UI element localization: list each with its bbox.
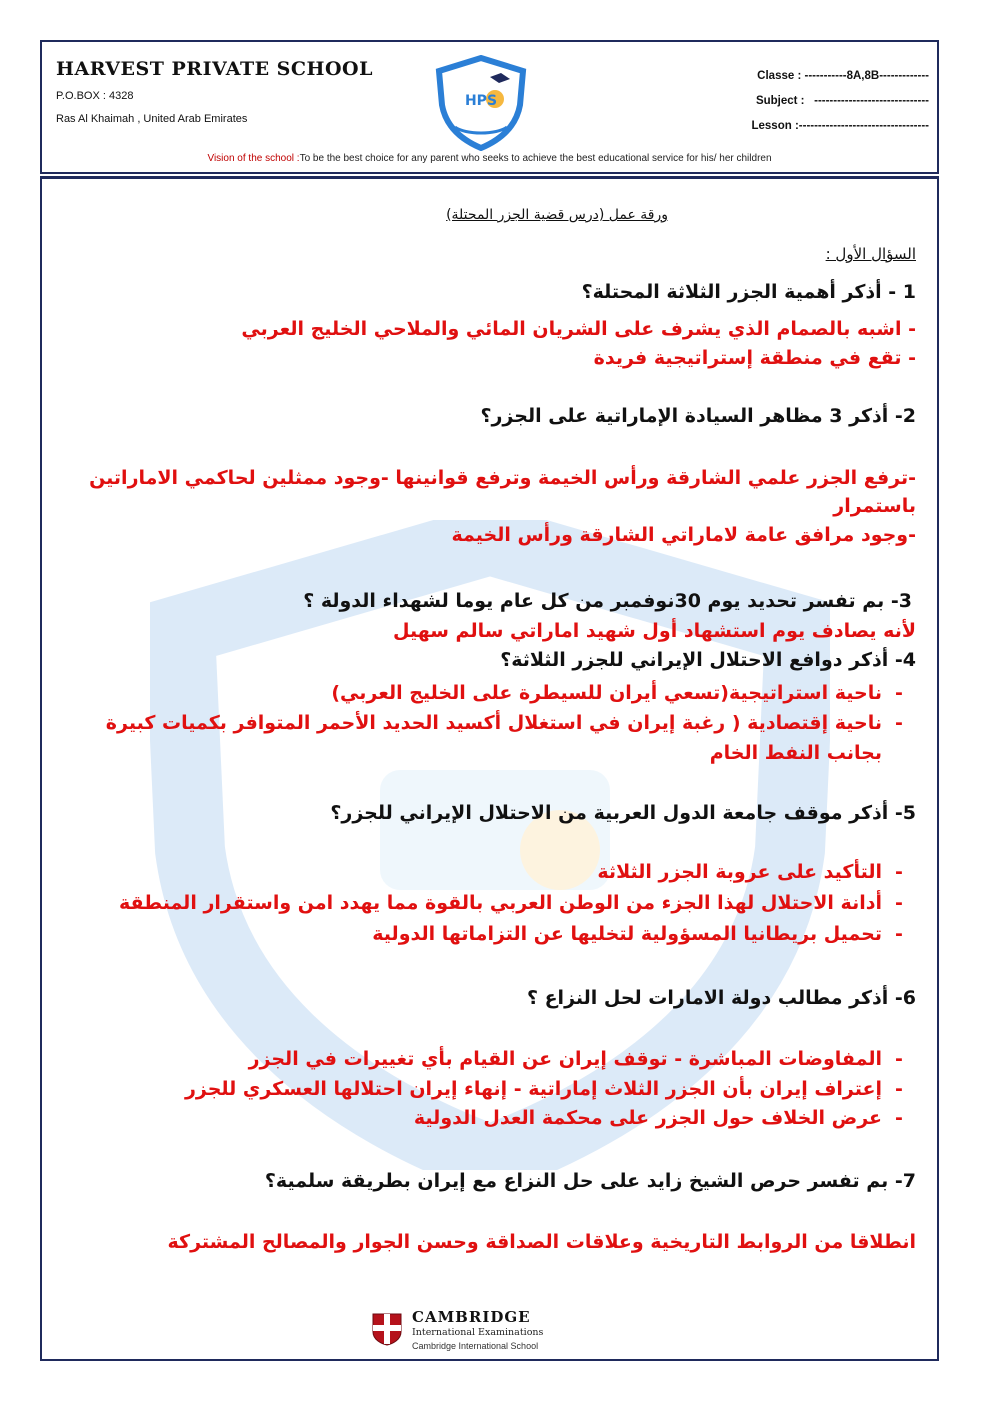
bullet-marker: - [895, 682, 903, 704]
cambridge-school: Cambridge International School [412, 1341, 539, 1351]
cambridge-logo [370, 1308, 610, 1354]
header-divider [40, 172, 939, 179]
school-pobox: P.O.BOX : 4328 [56, 90, 134, 102]
question-2: 2- أذكر 3 مظاهر السيادة الإماراتية على الجزر؟ [480, 405, 916, 427]
classe-value: -----------8A,8B------------- [804, 70, 929, 82]
answer-1-2: - تقع في منطقة إستراتيجية فريدة [593, 347, 916, 369]
answer-2-2: -وجود مرافق عامة لاماراتي الشارقة ورأس الخيمة [451, 524, 916, 546]
cambridge-name: CAMBRIDGE [412, 1308, 531, 1326]
answer-5-2-text: أدانة الاحتلال لهذا الجزء من الوطن العربي بالقوة مما يهدد امن واستقرار المنطقة [118, 892, 882, 914]
cambridge-crest-icon [370, 1312, 404, 1346]
lesson-label: Lesson : [751, 120, 799, 132]
question-5: 5- أذكر موقف جامعة الدول العربية من الاحتلال الإيراني للجزر؟ [330, 802, 916, 824]
answer-2-1: -ترفع الجزر علمي الشارقة ورأس الخيمة وترفع قوانينها -وجود ممثلين لحاكمي الاماراتين [89, 467, 916, 489]
answer-4-2-text: ناحية إقتصادية ( رغبة إيران في استغلال أكسيد الحديد الأحمر المتوافر بكميات كبيرة [105, 712, 882, 734]
question-6: 6- أذكر مطالب دولة الامارات لحل النزاع ؟ [526, 987, 916, 1009]
answer-4-1-text: ناحية استراتيجية(تسعي أيران للسيطرة على الخليج العربي) [331, 682, 882, 704]
bullet-marker: - [895, 923, 903, 945]
answer-6-3-text: عرض الخلاف حول الجزر على محكمة العدل الدولية [413, 1107, 882, 1129]
lesson-row [689, 120, 929, 145]
answer-7-1: انطلاقا من الروابط التاريخية وعلاقات الصداقة وحسن الجوار والمصالح المشتركة [167, 1231, 916, 1253]
answer-4-2-cont: بجانب النفط الخام [709, 742, 882, 764]
bullet-marker: - [895, 1107, 903, 1129]
subject-label: Subject : [755, 95, 805, 107]
answer-6-2 [185, 1078, 916, 1100]
question-3: 3- بم تفسر تحديد يوم 30نوفمبر من كل عام يوما لشهداء الدولة ؟ [303, 590, 912, 612]
cambridge-subtitle: International Examinations [412, 1327, 544, 1338]
answer-2-1-cont: باستمرار [833, 495, 916, 517]
vision-text: To be the best choice for any parent who seeks to achieve the best educational service for his/ her children [299, 153, 772, 164]
classe-label: Classe : [757, 70, 802, 82]
answer-3-1: لأنه يصادف يوم استشهاد أول شهيد اماراتي سالم سهيل [392, 620, 916, 642]
bullet-marker: - [895, 892, 903, 914]
answer-5-2 [119, 892, 916, 914]
watermark-shield-logo [150, 520, 830, 1170]
bullet-marker: - [895, 712, 903, 734]
logo-text: HPS [464, 93, 498, 109]
vision-statement [40, 153, 939, 164]
school-name: HARVEST PRIVATE SCHOOL [56, 58, 373, 80]
subject-row [689, 95, 929, 120]
answer-5-3-text: تحميل بريطانيا المسؤولية لتخليها عن التزاماتها الدولية [372, 923, 882, 945]
answer-5-3 [372, 923, 916, 945]
answer-5-1-text: التأكيد على عروبة الجزر الثلاثة [597, 861, 882, 883]
answer-1-1: - اشبه بالصمام الذي يشرف على الشريان المائي والملاحي الخليج العربي [241, 318, 916, 340]
question-7: 7- بم تفسر حرص الشيخ زايد على حل النزاع مع إيران بطريقة سلمية؟ [264, 1170, 916, 1192]
worksheet-title: ورقة عمل (درس قضية الجزر المحتلة) [446, 207, 668, 223]
bullet-marker: - [895, 861, 903, 883]
class-info [689, 70, 929, 145]
answer-5-1 [597, 861, 916, 883]
bullet-marker: - [895, 1078, 903, 1100]
answer-6-3 [414, 1107, 916, 1129]
school-address: Ras Al Khaimah , United Arab Emirates [56, 113, 248, 125]
lesson-value: ---------------------------------- [798, 120, 929, 132]
classe-row [689, 70, 929, 95]
school-logo-shield-icon [435, 55, 527, 151]
question-4: 4- أذكر دوافع الاحتلال الإيراني للجزر الثلاثة؟ [500, 649, 916, 671]
bullet-marker: - [895, 1048, 903, 1070]
school-header [40, 40, 939, 178]
answer-4-1 [331, 682, 916, 704]
answer-6-1 [249, 1048, 916, 1070]
section-heading: السؤال الأول : [825, 245, 916, 263]
question-1: 1 - أذكر أهمية الجزر الثلاثة المحتلة؟ [581, 281, 916, 303]
subject-value: ------------------------------ [814, 95, 929, 107]
vision-label: Vision of the school : [207, 153, 300, 164]
answer-4-2 [106, 712, 916, 734]
answer-6-2-text: إعتراف إيران بأن الجزر الثلاث إماراتية - إنهاء إيران احتلالها العسكري للجزر [184, 1078, 882, 1100]
answer-6-1-text: المفاوضات المباشرة - توقف إيران عن القيام بأي تغييرات في الجزر [248, 1048, 882, 1070]
